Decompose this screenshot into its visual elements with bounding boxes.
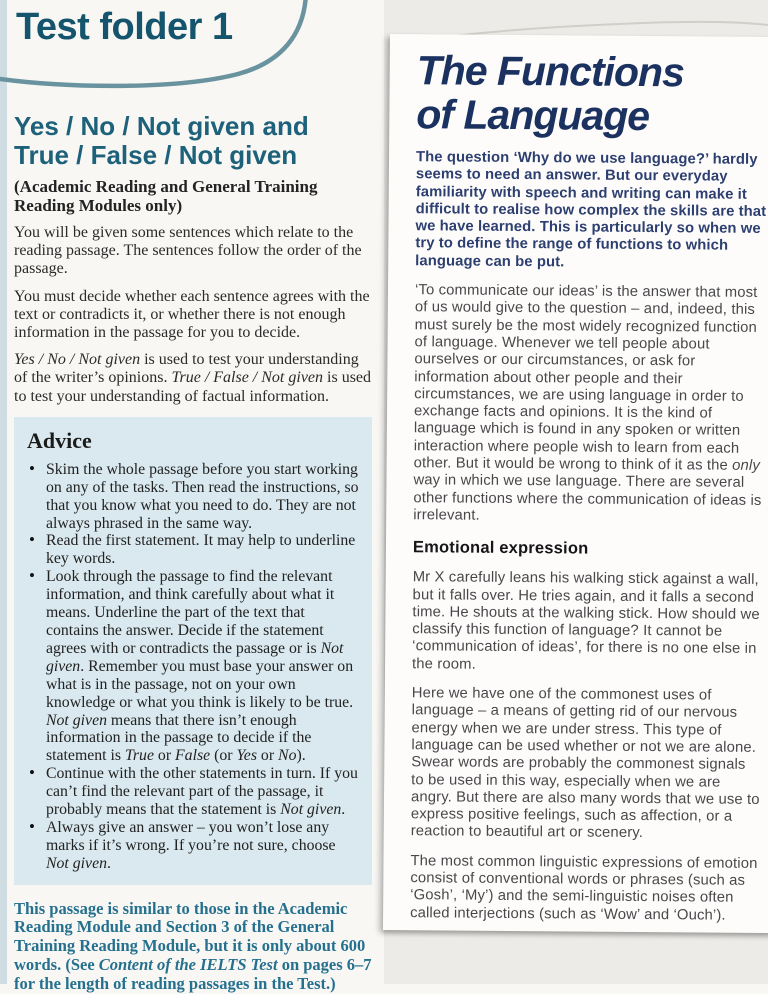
- passage-paragraph-3: Here we have one of the commonest uses of language – a means of getting rid of our nervous energy when we are under stress. This type of language can be used whether or not we are alone. Swear words are probably the commonest signals to be used in this way, especially when we are angry. But there are also many words that we use to express positive feelings, such as affection, or a reaction to beautiful art or scenery.: [410, 685, 760, 842]
- intro-paragraph-2: You must decide whether each sentence agrees with the text or contradicts it, or whether there is not enough information in the passage for you to decide.: [14, 287, 370, 342]
- advice-item: • Always give an answer – you won’t lose any marks if it’s wrong. If you’re not sure, choose Not given.: [27, 819, 359, 873]
- advice-box: [14, 417, 372, 885]
- passage-content: [383, 34, 768, 925]
- passage-paragraph-2: Mr X carefully leans his walking stick against a wall, but it falls over. He tries again, and it falls a second time. He shouts at the walking stick. How should we classify this function of language? It cannot be ‘communication of ideas’, for there is no one else in the room.: [411, 569, 760, 673]
- instructions-content: [14, 112, 372, 994]
- passage-title-line2: of Language: [416, 91, 650, 140]
- intro-paragraph-3: Yes / No / Not given is used to test your understanding of the writer’s opinions. True / False / Not given is used to test your understanding of factual information.: [14, 351, 372, 405]
- passage-paragraph-4: The most common linguistic expressions of emotion consist of conventional words or phrases (such as ‘Gosh’, ‘My’) and the semi-linguistic noises often called interjections (such as ‘Wow’ and ‘Ouch’).: [410, 852, 758, 924]
- page-title: Test folder 1: [16, 6, 233, 48]
- task-type-heading-line2: True / False / Not given: [14, 140, 298, 170]
- task-type-heading-line1: Yes / No / Not given and: [14, 111, 309, 141]
- passage-paper: [383, 34, 768, 933]
- advice-item: • Skim the whole passage before you start working on any of the tasks. Then read the instructions, so that you know what you need to do. They are not always phrased in the same way.: [27, 461, 359, 533]
- passage-lead-paragraph: The question ‘Why do we use language?’ hardly seems to need an answer. But our everyday familiarity with speech and writing can make it difficult to realise how complex the skills are that we have learned. This is particularly so when we try to define the range of functions to which language can be put.: [415, 149, 767, 271]
- advice-item: • Continue with the other statements in turn. If you can’t find the relevant part of the passage, it probably means that the statement is Not given.: [27, 765, 359, 819]
- advice-item: • Read the first statement. It may help to underline key words.: [27, 532, 359, 568]
- passage-title-line1: The Functions: [416, 47, 685, 96]
- advice-item: • Look through the passage to find the relevant information, and think carefully about what it means. Underline the part of the text that contains the answer. Decide if the statement agrees with or contradicts the passage or is Not given. Remember you must base your answer on what is in the passage, not on your own knowledge or what you think is likely to be true. Not given means that there isn’t enough information in the passage to decide if the statement is True or False (or Yes or No).: [27, 568, 359, 765]
- intro-paragraph-1: You will be given some sentences which relate to the reading passage. The sentences follow the order of the passage.: [14, 224, 362, 278]
- passage-title: [416, 48, 768, 139]
- advice-title: Advice: [27, 427, 92, 453]
- advice-list: [27, 461, 359, 873]
- passage-length-note: This passage is similar to those in the Academic Reading Module and Section 3 of the General Training Reading Module, but it is only about 600 words. (See Content of the IELTS Test on pages 6–7 for the length of reading passages in the Test.): [14, 898, 372, 993]
- passage-column: [384, 0, 768, 984]
- page-edge-strip: [0, 0, 7, 984]
- instructions-column: [0, 0, 384, 993]
- passage-paragraph-1: ‘To communicate our ideas’ is the answer that most of us would give to the question – and, indeed, this must surely be the most widely recognized function of language. Whenever we tell people about ourselves or our circumstances, or ask for information about other people and their circumstances, we are using language in order to exchange facts and opinions. It is the kind of language which is found in any spoken or written interaction where people wish to learn from each other. But it would be wrong to think of it as the only way in which we use language. There are several other functions where the communication of ideas is irrelevant.: [413, 282, 762, 524]
- passage-subheading: Emotional expression: [412, 538, 589, 558]
- module-note: (Academic Reading and General Training Reading Modules only): [14, 177, 318, 215]
- task-type-heading: [14, 112, 372, 170]
